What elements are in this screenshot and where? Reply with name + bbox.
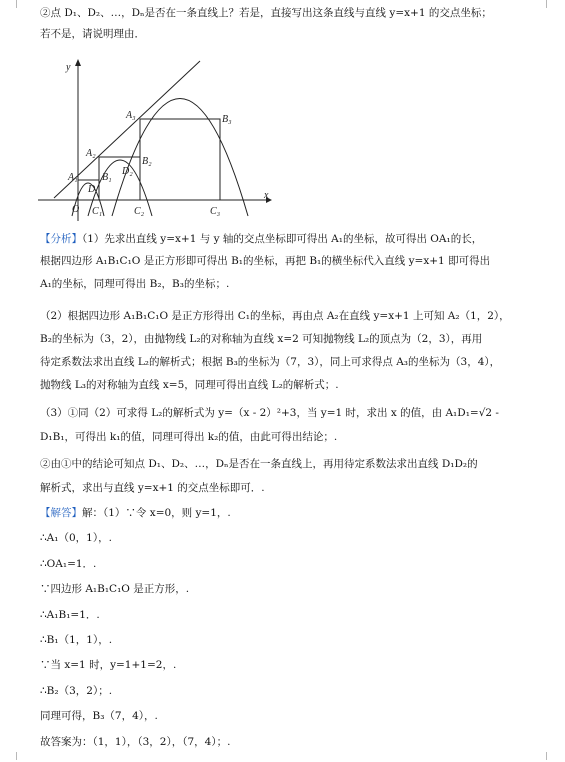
section-tag: 【解答】 [40,507,82,519]
label-d2: D₂ [122,166,133,177]
line-text: ∴OA₁=1．. [40,558,97,570]
text-line [40,582,189,596]
text-line [40,309,510,323]
text-line [40,406,499,420]
label-b1: B₁ [102,172,112,183]
text-line [40,430,337,444]
label-c1: C₁ [92,206,103,217]
line-text: B₂的坐标为（3，2），由抛物线 L₂的对称轴为直线 x=2 可知抛物线 L₂的顶点为（2，3），再用 [40,333,483,345]
text-line [40,332,482,346]
line-text: ∴A₁B₁=1．. [40,609,100,621]
line-text: 解：（1）∵令 x=0，则 y=1，. [82,507,231,519]
label-o: O [72,204,80,215]
parabola-square-figure [38,56,274,222]
line-text: 若不是，请说明理由． [40,28,145,40]
line-text: 抛物线 L₃的对称轴为直线 x=5，同理可得出直线 L₂的解析式；. [40,379,339,391]
square-3 [140,119,220,200]
line-text: ∵当 x=1 时，y=1+1=2，. [40,659,177,671]
line-text: ∴B₁（1，1），. [40,634,113,646]
label-a2: A₂ [86,148,96,159]
text-line [40,232,482,246]
text-line [40,531,112,545]
crop-mark [6,0,17,8]
label-x: x [264,190,269,201]
label-a3: A₃ [126,110,136,121]
section-tag: 【分析】 [40,233,82,245]
text-line [40,378,339,392]
line-text: 同理可得，B₃（7，4），. [40,710,158,722]
text-line [40,481,265,495]
label-d1: D [88,184,96,195]
label-b2: B₂ [142,156,152,167]
label-b3: B₃ [222,114,232,125]
line-text: 解析式，求出与直线 y=x+1 的交点坐标即可．. [40,482,265,494]
y-axis-arrow [75,59,81,66]
line-text: ②点 D₁、D₂、…，Dₙ是否在一条直线上？若是，直接写出这条直线与直线 y=x+1 的交点坐标； [40,7,492,19]
text-line [40,608,100,622]
line-text: ∵四边形 A₁B₁C₁O 是正方形，. [40,583,190,595]
text-line [40,254,490,268]
text-line [40,277,229,291]
text-line [40,735,230,749]
label-c3: C₃ [210,206,221,217]
text-line [40,27,145,41]
text-line [40,506,231,520]
crop-mark [6,752,17,760]
line-text: （2）根据四边形 A₁B₁C₁O 是正方形得出 C₁的坐标，再由点 A₂在直线 y=x+1 上可知 A₂（1，2）， [40,310,510,322]
text-line [40,633,112,647]
text-line [40,684,112,698]
label-y: y [66,62,71,73]
text-line [40,658,176,672]
text-line [40,355,500,369]
crop-mark [546,0,557,8]
line-text: D₁B₁，可得出 k₁的值，同理可得出 k₂的值，由此可得出结论；. [40,431,338,443]
line-text: （1）先求出直线 y=x+1 与 y 轴的交点坐标即可得出 A₁的坐标，故可得出 OA₁的长， [82,233,483,245]
line-text: 待定系数法求出直线 L₂的解析式；根据 B₃的坐标为（7，3），同上可求得点 A₃的坐标为（3，4）， [40,356,501,368]
text-line [40,709,158,723]
line-text: ②由①中的结论可知点 D₁、D₂、…，Dₙ是否在一条直线上，再用待定系数法求出直线 D₁D₂的 [40,458,478,470]
crop-mark [546,752,557,760]
text-line [40,457,478,471]
line-text: （3）①同（2）可求得 L₂的解析式为 y=（x - 2）²+3，当 y=1 时，求出 x 的值，由 A₁D₁=√2 - [40,407,499,419]
text-line [40,6,492,20]
label-c2: C₂ [134,206,145,217]
line-text: ∴B₂（3，2）；. [40,685,113,697]
line-text: ∴A₁（0，1），. [40,532,112,544]
label-a1: A₁ [68,172,78,183]
line-text: 故答案为：（1，1），（3，2），（7，4）；. [40,736,231,748]
line-text: 根据四边形 A₁B₁C₁O 是正方形即可得出 B₁的坐标，再把 B₁的横坐标代入直线 y=x+1 即可得出 [40,255,491,267]
text-line [40,557,96,571]
line-text: A₁的坐标，同理可得出 B₂，B₃的坐标；. [40,278,230,290]
